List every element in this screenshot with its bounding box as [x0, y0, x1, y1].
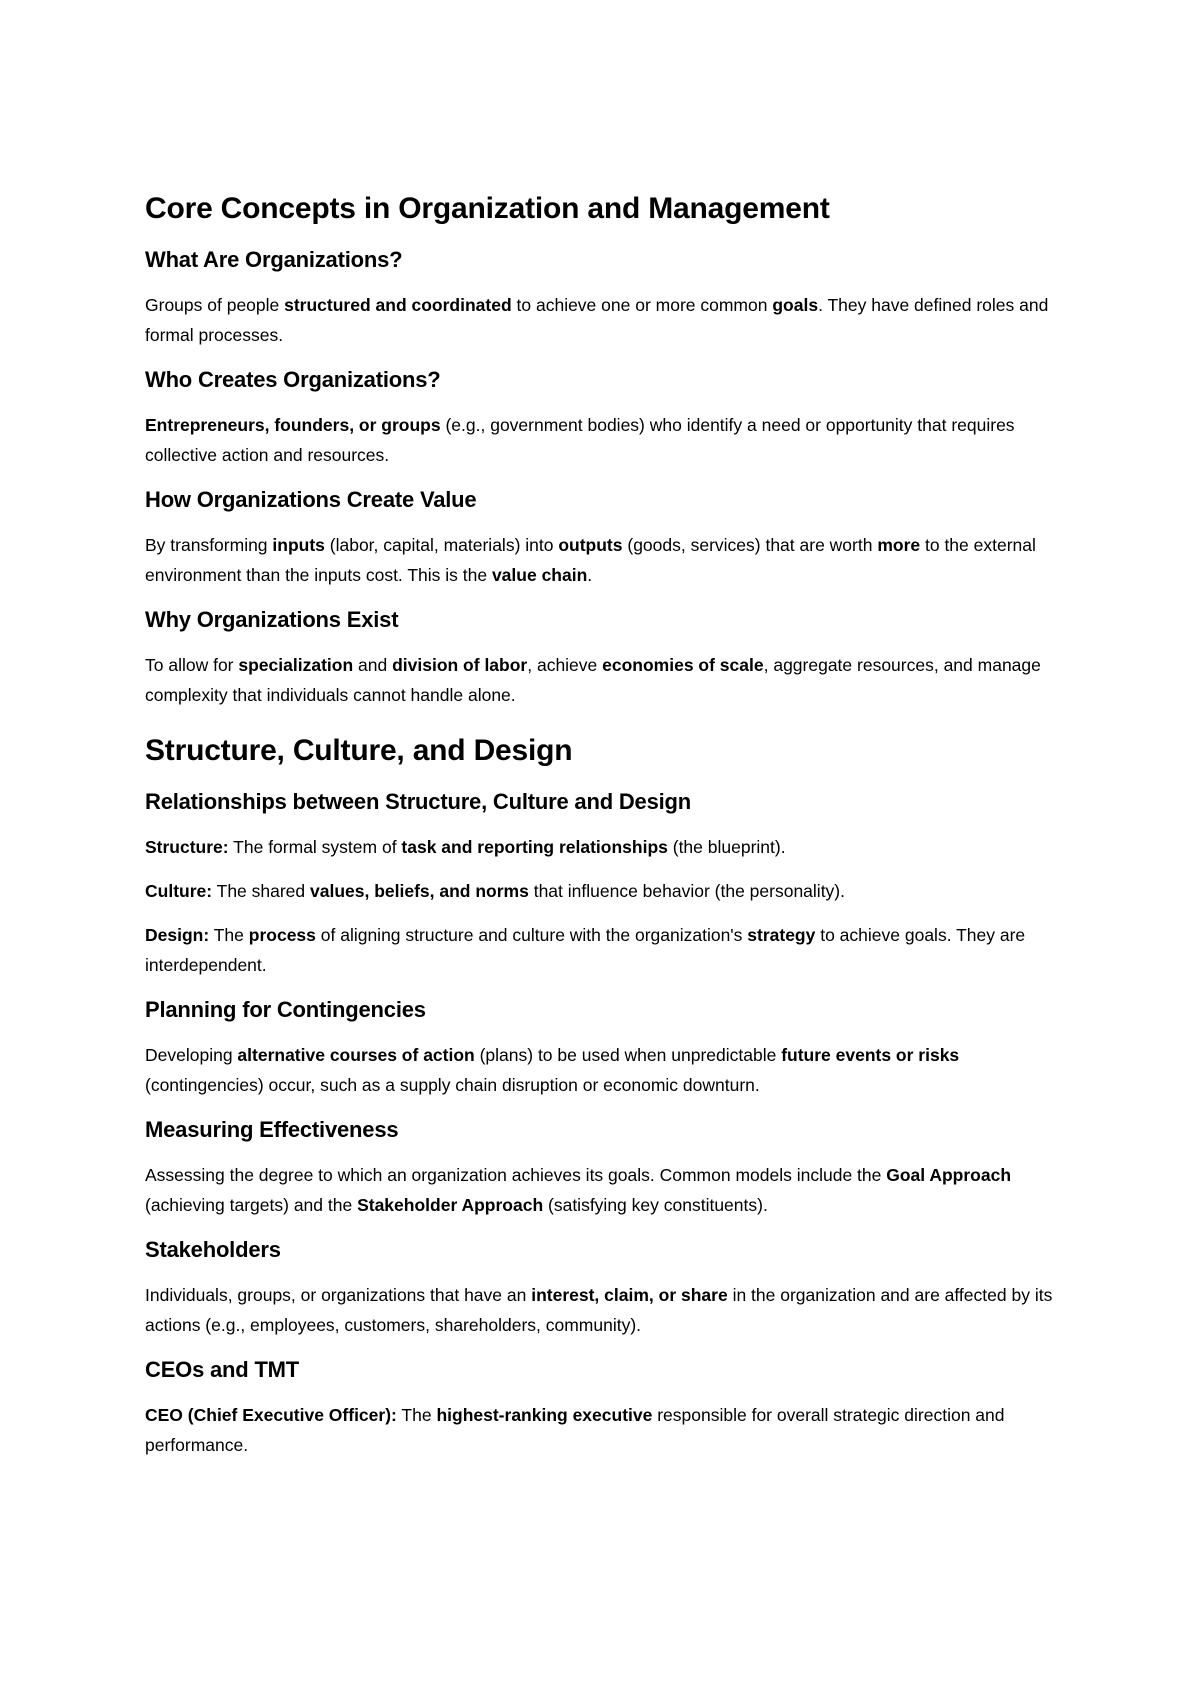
text-run: to achieve goals. They are interdependent. — [145, 925, 1026, 975]
text-run: The formal system of — [228, 837, 402, 857]
bold-run: specialization — [238, 655, 354, 675]
bold-run: outputs — [558, 535, 623, 555]
text-run: To allow for — [145, 655, 239, 675]
text-run: responsible for overall strategic direction and performance. — [145, 1405, 1005, 1455]
paragraph — [145, 1400, 1075, 1460]
bold-run: more — [877, 535, 921, 555]
text-run: to the external environment than the inputs cost. This is the — [145, 535, 1036, 585]
subsection-heading: Relationships between Structure, Culture and Design — [145, 789, 691, 814]
paragraph — [145, 530, 1075, 590]
bold-run: Design: — [145, 925, 210, 945]
bold-run: goals — [772, 295, 819, 315]
text-run: By transforming — [145, 535, 273, 555]
subsection-heading: Who Creates Organizations? — [145, 367, 441, 392]
bold-run: Structure: — [145, 837, 229, 857]
bold-run: highest-ranking executive — [436, 1405, 653, 1425]
text-run: The — [396, 1405, 437, 1425]
bold-run: Culture: — [145, 881, 213, 901]
paragraph — [145, 1280, 1075, 1340]
bold-run: task and reporting relationships — [401, 837, 668, 857]
subsection-heading: Planning for Contingencies — [145, 997, 426, 1022]
paragraph — [145, 410, 1075, 470]
text-run: (the blueprint). — [667, 837, 786, 857]
bold-run: alternative courses of action — [237, 1045, 475, 1065]
text-run: that influence behavior (the personality). — [528, 881, 845, 901]
text-run: (goods, services) that are worth — [622, 535, 878, 555]
text-run: to achieve one or more common — [511, 295, 773, 315]
text-run: (plans) to be used when unpredictable — [474, 1045, 782, 1065]
bold-run: Entrepreneurs, founders, or groups — [145, 415, 441, 435]
text-run: . They have defined roles and formal processes. — [145, 295, 1049, 345]
bold-run: structured and coordinated — [284, 295, 512, 315]
paragraph — [145, 290, 1075, 350]
text-run: Groups of people — [145, 295, 285, 315]
text-run: Assessing the degree to which an organization achieves its goals. Common models include the — [145, 1165, 887, 1185]
paragraph — [145, 1160, 1075, 1220]
paragraph — [145, 832, 1075, 862]
text-run: , achieve — [527, 655, 603, 675]
text-run: and — [353, 655, 393, 675]
text-run: . — [587, 565, 593, 585]
text-run: , aggregate resources, and manage complexity that individuals cannot handle alone. — [145, 655, 1041, 705]
bold-run: future events or risks — [781, 1045, 960, 1065]
text-run: The — [209, 925, 249, 945]
section-title: Structure, Culture, and Design — [145, 734, 573, 767]
document-page — [145, 190, 1075, 1476]
section-title: Core Concepts in Organization and Management — [145, 192, 830, 225]
text-run: The shared — [212, 881, 311, 901]
text-run: of aligning structure and culture with the organization's — [315, 925, 748, 945]
bold-run: economies of scale — [602, 655, 764, 675]
bold-run: interest, claim, or share — [531, 1285, 728, 1305]
paragraph — [145, 920, 1075, 980]
paragraph — [145, 650, 1075, 710]
text-run: (labor, capital, materials) into — [324, 535, 559, 555]
text-run: Developing — [145, 1045, 238, 1065]
paragraph — [145, 1040, 1075, 1100]
text-run: (satisfying key constituents). — [543, 1195, 768, 1215]
bold-run: strategy — [747, 925, 816, 945]
bold-run: Goal Approach — [886, 1165, 1012, 1185]
bold-run: values, beliefs, and norms — [310, 881, 529, 901]
subsection-heading: Measuring Effectiveness — [145, 1117, 399, 1142]
subsection-heading: What Are Organizations? — [145, 247, 403, 272]
text-run: in the organization and are affected by its actions (e.g., employees, customers, shareholders, community). — [145, 1285, 1053, 1335]
text-run: Individuals, groups, or organizations that have an — [145, 1285, 532, 1305]
bold-run: value chain — [491, 565, 588, 585]
text-run: (contingencies) occur, such as a supply chain disruption or economic downturn. — [145, 1075, 760, 1095]
text-run: (achieving targets) and the — [145, 1195, 358, 1215]
subsection-heading: CEOs and TMT — [145, 1357, 300, 1382]
subsection-heading: Why Organizations Exist — [145, 607, 399, 632]
bold-run: inputs — [272, 535, 325, 555]
text-run: (e.g., government bodies) who identify a need or opportunity that requires collective action and resources. — [145, 415, 1015, 465]
bold-run: CEO (Chief Executive Officer): — [145, 1405, 397, 1425]
bold-run: Stakeholder Approach — [357, 1195, 544, 1215]
bold-run: division of labor — [392, 655, 528, 675]
subsection-heading: How Organizations Create Value — [145, 487, 477, 512]
paragraph — [145, 876, 1075, 906]
bold-run: process — [248, 925, 316, 945]
subsection-heading: Stakeholders — [145, 1237, 281, 1262]
